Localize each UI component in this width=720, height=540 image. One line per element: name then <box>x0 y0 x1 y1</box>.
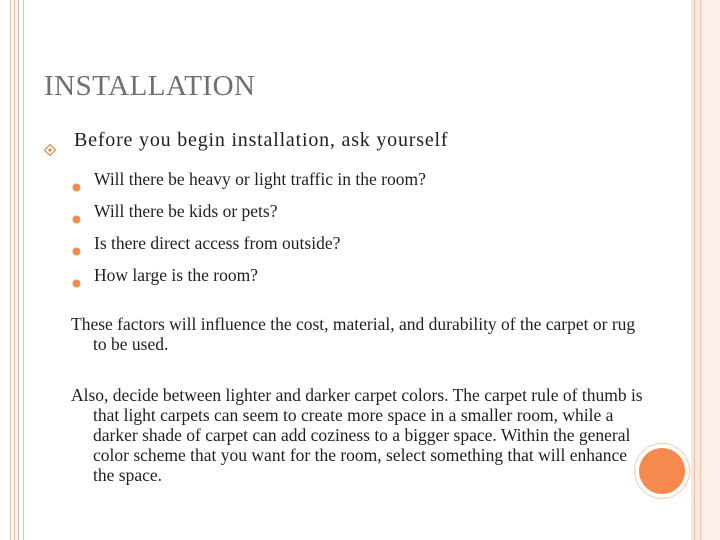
right-decorative-band <box>691 0 720 540</box>
question-item <box>72 263 644 295</box>
diamond-bullet-icon <box>44 135 66 165</box>
slide-content <box>44 125 644 485</box>
question-list <box>44 167 644 295</box>
filled-bullet-icon <box>72 206 86 231</box>
frame-line <box>18 0 19 540</box>
question-text: How large is the room? <box>94 265 258 285</box>
question-text: Will there be heavy or light traffic in the room? <box>94 169 426 189</box>
lead-bullet <box>44 125 644 165</box>
filled-bullet-icon <box>72 238 86 263</box>
factors-paragraph: These factors will influence the cost, material, and durability of the carpet or rug to be used. <box>71 314 636 354</box>
slide-title: INSTALLATION <box>44 70 256 102</box>
filled-bullet-icon <box>72 270 86 295</box>
lead-text: Before you begin installation, ask yourself <box>74 129 449 151</box>
question-item <box>72 199 644 231</box>
color-advice-paragraph: Also, decide between lighter and darker carpet colors. The carpet rule of thumb is that light carpets can seem to create more space in a smaller room, while a darker shade of carpet can add coziness to a bigger space. Within the general color scheme that you want for the room, select something that will enhance the space. <box>71 385 643 485</box>
frame-line <box>10 0 11 540</box>
question-text: Is there direct access from outside? <box>94 233 341 253</box>
question-text: Will there be kids or pets? <box>94 201 278 221</box>
filled-bullet-icon <box>72 174 86 199</box>
frame-line <box>23 0 24 540</box>
question-item <box>72 231 644 263</box>
question-item <box>72 167 644 199</box>
frame-line <box>14 0 15 540</box>
